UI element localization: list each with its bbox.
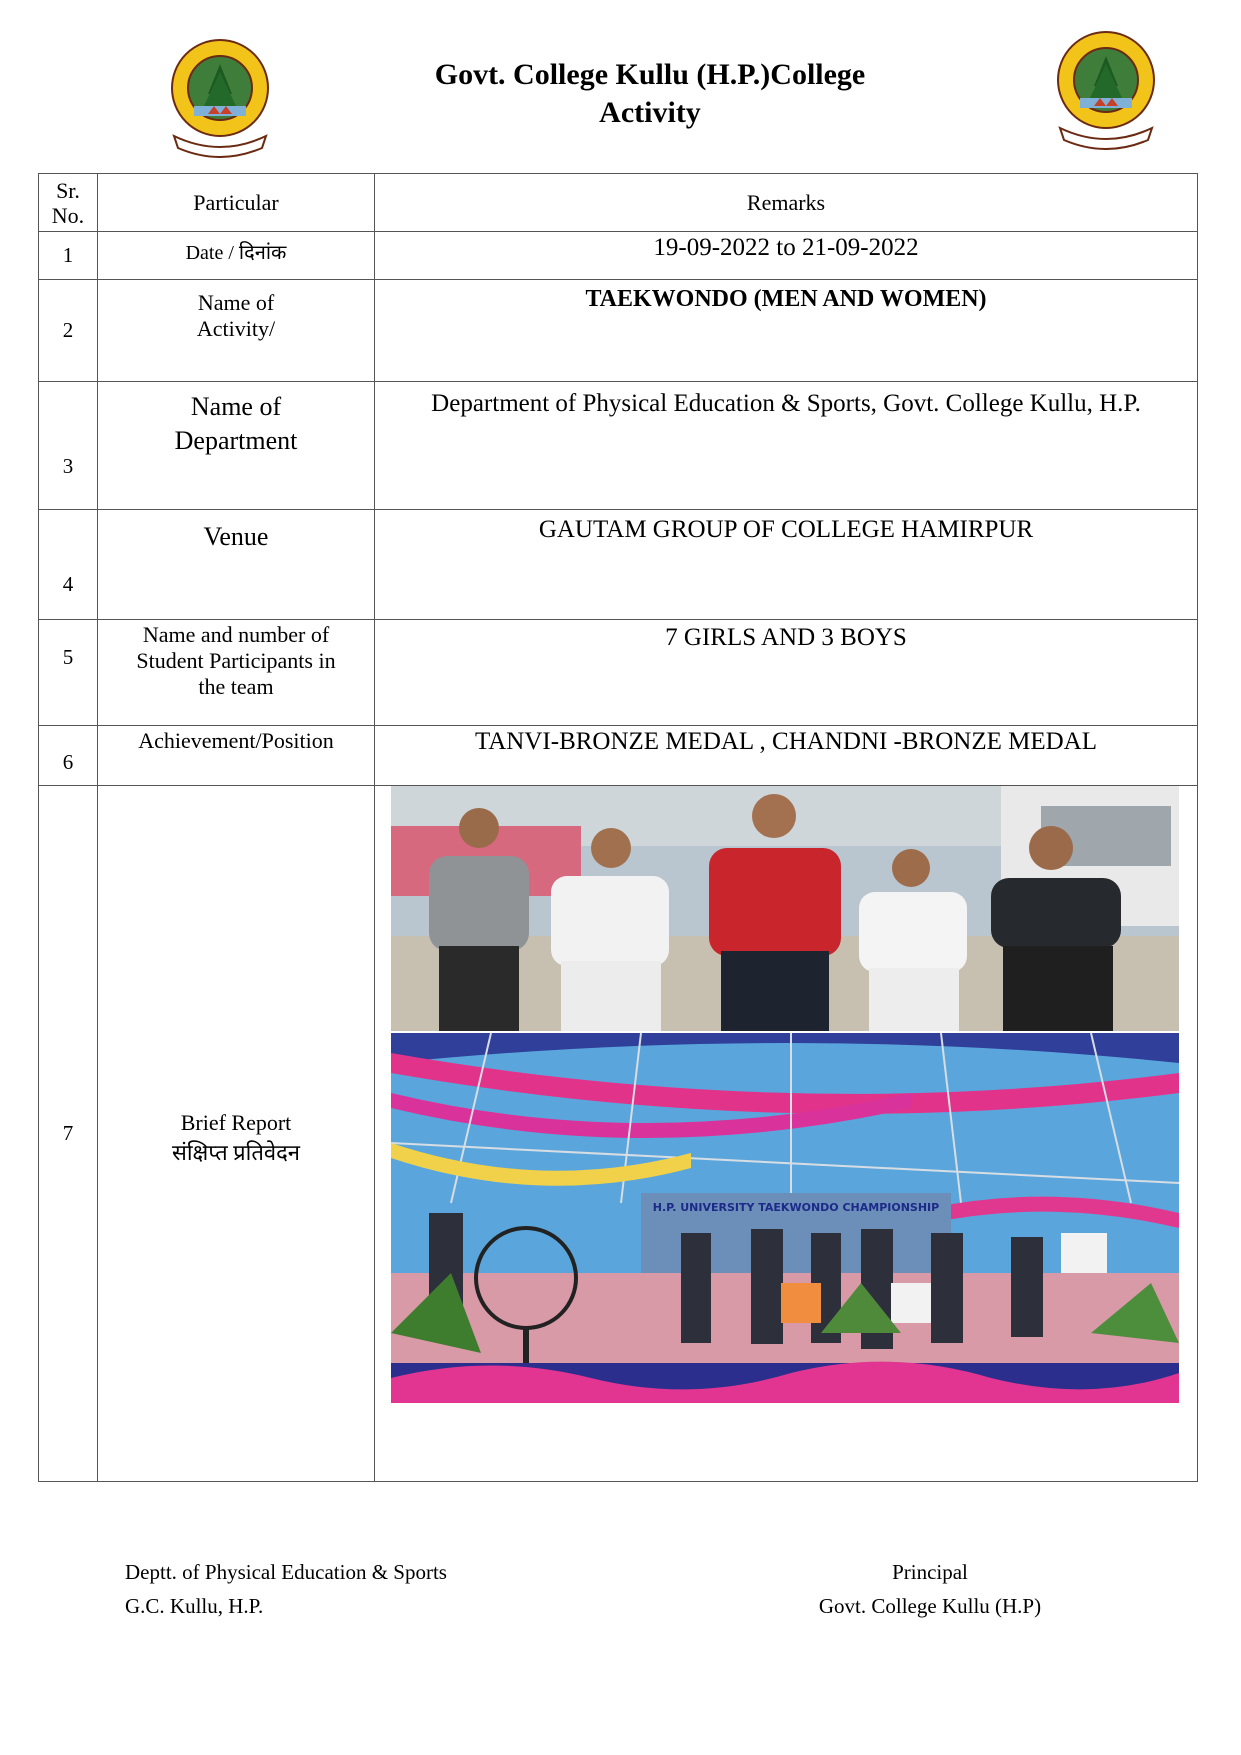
row-particular: Achievement/Position <box>98 726 375 786</box>
table-row <box>39 232 1198 280</box>
table-row <box>39 786 1198 1482</box>
document-header <box>0 0 1241 170</box>
title-line-1: Govt. College Kullu (H.P.)College <box>434 58 866 91</box>
row-remarks-photos <box>375 786 1198 1482</box>
row-sr: 4 <box>39 510 98 620</box>
header-remarks: Remarks <box>375 174 1198 232</box>
header-particular: Particular <box>98 174 375 232</box>
row-particular: Name of Department <box>98 382 375 510</box>
row-particular: Date / दिनांक <box>98 232 375 280</box>
college-emblem-icon <box>1050 28 1162 150</box>
table-row <box>39 620 1198 726</box>
title-line-2: Activity <box>599 96 701 129</box>
row-sr: 1 <box>39 232 98 280</box>
row-remarks: GAUTAM GROUP OF COLLEGE HAMIRPUR <box>375 510 1198 620</box>
footer-department-line-2: G.C. Kullu, H.P. <box>125 1594 264 1618</box>
row-sr: 6 <box>39 726 98 786</box>
team-photo <box>391 786 1179 1031</box>
table-header-row <box>39 174 1198 232</box>
footer-principal <box>800 1555 1060 1623</box>
row-remarks: TAEKWONDO (MEN AND WOMEN) <box>375 280 1198 382</box>
table-row <box>39 382 1198 510</box>
college-emblem-icon <box>164 36 276 158</box>
row-remarks: 19-09-2022 to 21-09-2022 <box>375 232 1198 280</box>
row-sr: 2 <box>39 280 98 382</box>
header-sr-no: Sr. No. <box>39 174 98 232</box>
row-remarks: TANVI-BRONZE MEDAL , CHANDNI -BRONZE MEDAL <box>375 726 1198 786</box>
row-particular: Brief Report संक्षिप्त प्रतिवेदन <box>98 786 375 1482</box>
table-row <box>39 726 1198 786</box>
row-particular: Name of Activity/ <box>98 280 375 382</box>
photo-gallery <box>375 786 1197 1481</box>
row-sr: 3 <box>39 382 98 510</box>
footer-department <box>125 1555 447 1623</box>
footer-principal-line-1: Principal <box>892 1560 968 1584</box>
row-particular: Name and number of Student Participants in the team <box>98 620 375 726</box>
row-particular: Venue <box>98 510 375 620</box>
table-row <box>39 280 1198 382</box>
row-remarks: 7 GIRLS AND 3 BOYS <box>375 620 1198 726</box>
table-row <box>39 510 1198 620</box>
row-sr: 5 <box>39 620 98 726</box>
row-sr: 7 <box>39 786 98 1482</box>
footer-department-line-1: Deptt. of Physical Education & Sports <box>125 1560 447 1584</box>
row-remarks: Department of Physical Education & Sports, Govt. College Kullu, H.P. <box>375 382 1198 510</box>
activity-table <box>38 173 1198 1482</box>
ceremony-photo <box>391 1033 1179 1403</box>
footer-principal-line-2: Govt. College Kullu (H.P) <box>818 1594 1042 1618</box>
photo-banner-text: H.P. UNIVERSITY TAEKWONDO CHAMPIONSHIP <box>652 1201 940 1214</box>
page-title <box>340 56 960 132</box>
